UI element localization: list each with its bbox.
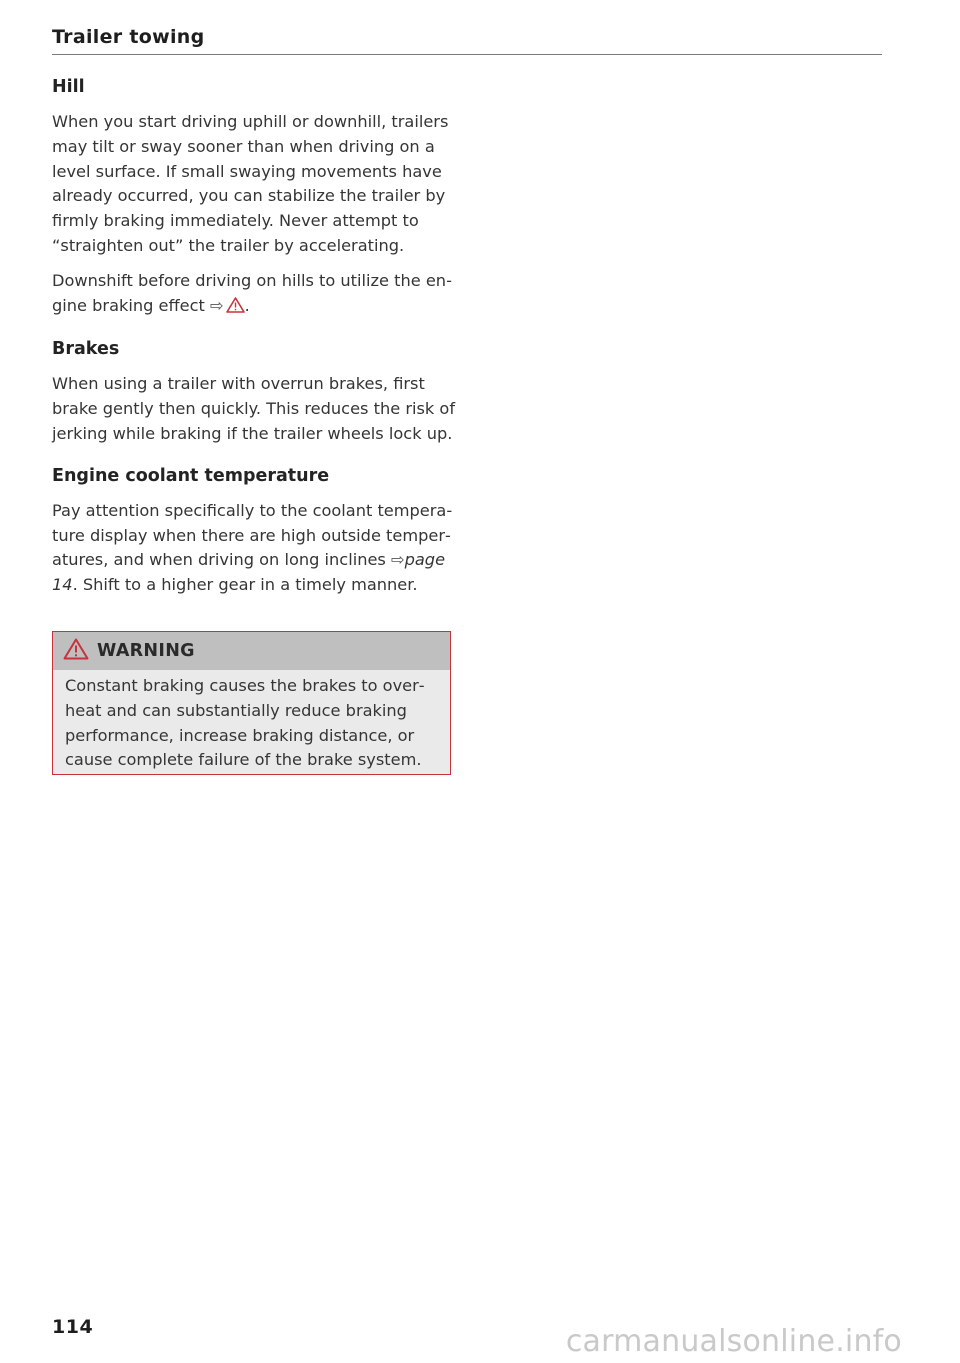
content-column [52, 70, 457, 598]
page-reference-link[interactable]: page 14 [52, 550, 446, 595]
warning-title: WARNING [97, 641, 195, 661]
header-divider [52, 54, 882, 55]
coolant-paragraph-text: Pay attention specifically to the coolant temperature display when there are high outside temperatures, and when driving on long inclines [52, 500, 453, 570]
warning-triangle-icon [63, 638, 89, 664]
hill-paragraph-2-text: Downshift before driving on hills to utilize the engine braking effect [52, 270, 452, 315]
brakes-heading: Brakes [52, 339, 120, 360]
cross-reference-arrow-icon: ⇨ [210, 295, 224, 315]
warning-triangle-icon [226, 296, 245, 321]
coolant-paragraph [52, 499, 457, 598]
section-brakes [52, 332, 457, 446]
coolant-paragraph-end: . Shift to a higher gear in a timely manner. [72, 575, 418, 595]
page-title: Trailer towing [52, 26, 205, 48]
hill-paragraph-2-end: . [244, 295, 250, 315]
warning-text: Constant braking causes the brakes to overheat and can substantially reduce braking performance, increase braking distance, or cause complete failure of the brake system. [65, 676, 425, 770]
brakes-paragraph: When using a trailer with overrun brakes, first brake gently then quickly. This reduces the risk of jerking while braking if the trailer wheels lock up. [52, 374, 456, 443]
hill-paragraph-1: When you start driving uphill or downhill, trailers may tilt or sway sooner than when driving on a level surface. If small swaying movements have already occurred, you can stabilize the trailer by firmly braking immediately. Never attempt to “straighten out” the trailer by accelerating. [52, 112, 449, 255]
section-engine-coolant [52, 459, 457, 598]
cross-reference-arrow-icon: ⇨ [391, 550, 405, 570]
hill-paragraph-2 [52, 269, 457, 321]
warning-header [53, 632, 450, 670]
page-header [52, 22, 882, 55]
hill-heading: Hill [52, 77, 85, 97]
watermark: carmanualsonline.info [565, 1324, 902, 1359]
warning-box [52, 631, 451, 775]
section-hill [52, 70, 457, 320]
page-number: 114 [52, 1316, 94, 1338]
coolant-heading: Engine coolant temperature [52, 465, 330, 486]
